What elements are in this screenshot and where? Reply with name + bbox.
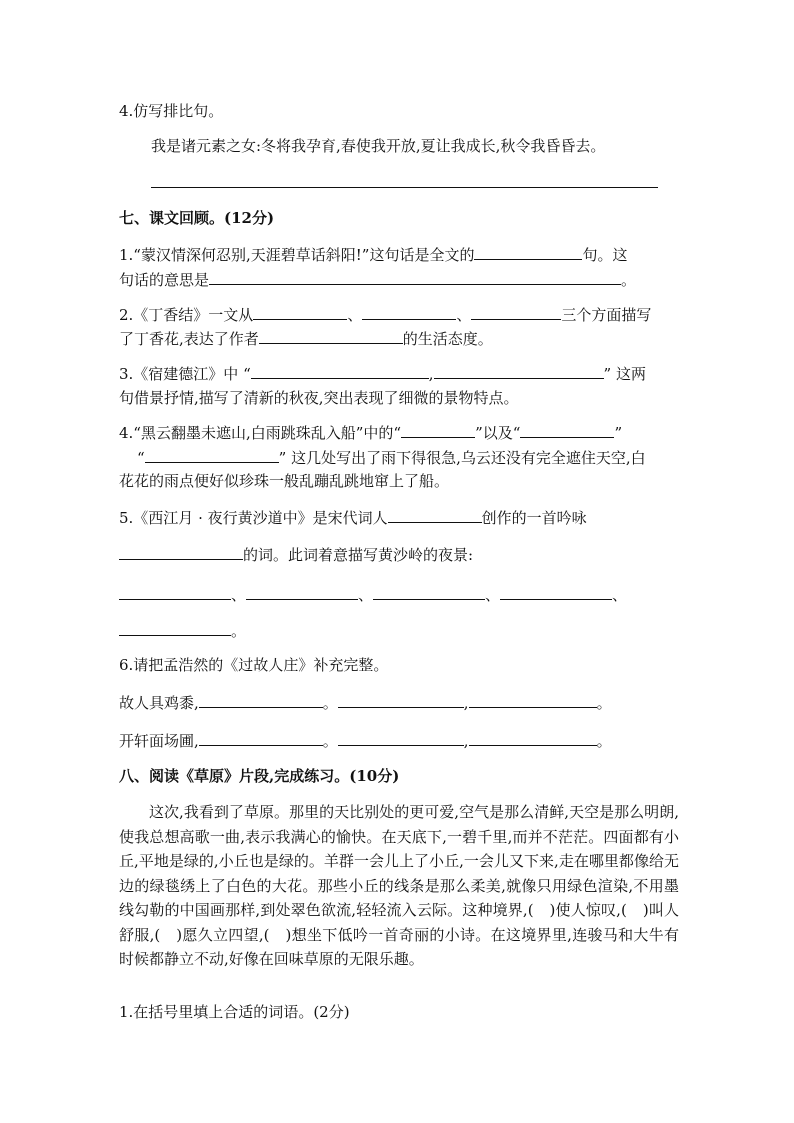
s7-i2-blank-1[interactable] [253,303,347,320]
s7-i6-dot-2: 。 [322,732,338,750]
s7-i5-sep-1: 、 [231,586,247,604]
s7-i4-text-a: 4.“黑云翻墨未遮山,白雨跳珠乱入船”中的“ [119,424,402,442]
s7-i5-sep-4: 、 [612,586,628,604]
s7-i5-blank-7[interactable] [119,619,231,636]
s7-i6-row2-label: 开轩面场圃, [119,732,199,750]
s7-i2-blank-3[interactable] [471,303,561,320]
section8-heading: 八、阅读《草原》片段,完成练习。(10分) [119,767,400,785]
s7-i4-text-e: ” 这几处写出了雨下得很急,乌云还没有完全遮住天空,白 [278,449,646,467]
s7-i4-text-d: “ [137,449,145,467]
s7-i5-text-b: 创作的一首吟咏 [481,509,587,527]
s7-i5-blank-2[interactable] [119,543,243,560]
s7-i2-blank-2[interactable] [362,303,456,320]
s7-i5-sep-2: 、 [358,586,374,604]
s7-i1-text-c: 句话的意思是 [119,271,210,289]
s7-item2-line1 [119,303,651,327]
s7-i2-text-c: 了丁香花,表达了作者 [119,330,259,348]
s7-i4-blank-2[interactable] [520,421,614,438]
s7-i6-end-1: 。 [596,694,612,712]
passage-text-1: 这次,我看到了草原。那里的天比别处的更可爱,空气是那么清鲜,天空是那么明朗,使我总想高歌一曲,表示我满心的愉快。在天底下,一碧千里,而并不茫茫。四面都有小丘,平地是绿的,小丘也是绿的。羊群一会儿上了小丘,一会儿又下来,走在哪里都像给无边的绿毯绣上了白色的大花。那些小丘的线条是那么柔美,就像只用绿色渲染,不用墨线勾勒的中国画那样,到处翠色欲流,轻轻流入云际。这种境界,( [119,803,679,919]
s7-i2-sep-1: 、 [347,306,363,324]
s7-i4-text-c: ” [614,424,623,442]
s7-item5-line3 [119,583,627,607]
s7-i2-text-b: 三个方面描写 [561,306,652,324]
s7-i1-blank-2[interactable] [209,268,621,285]
s7-item2-line2 [119,327,493,351]
s7-item6-row1 [119,691,612,715]
s7-i6-comma-1: , [463,694,469,712]
s7-i6-end-2: 。 [596,732,612,750]
s7-i5-sep-3: 、 [485,586,501,604]
s7-i2-text-a: 2.《丁香结》一文从 [119,306,254,324]
s7-i5-blank-6[interactable] [500,583,612,600]
s7-item1-line1 [119,243,627,267]
s7-i6-blank-6[interactable] [469,729,597,746]
s7-i3-text-b: ” 这两 [603,365,646,383]
s8-question1: 1.在括号里填上合适的词语。(2分) [119,1003,350,1021]
s7-i6-dot-1: 。 [322,694,338,712]
s7-i5-blank-4[interactable] [246,583,358,600]
s7-item1-line2 [119,268,636,292]
s7-i2-text-d: 的生活态度。 [402,330,493,348]
passage-text-5: )想坐下低吟一首奇丽的小诗。在这境界里,连骏马和大牛有时候都静立不动,好像在回味草原的无限乐趣。 [119,925,680,968]
s7-i6-blank-4[interactable] [199,729,323,746]
s7-item6-row2 [119,729,612,753]
s7-i3-blank-2[interactable] [434,362,604,379]
s7-i6-blank-5[interactable] [338,729,464,746]
s7-item5-line4 [119,619,246,643]
passage-text-3: )叫人舒服,( [119,901,679,944]
s7-i5-blank-5[interactable] [373,583,485,600]
reading-passage [119,800,679,972]
s7-item4-line2 [119,446,646,470]
passage-text-4: )愿久立四望,( [176,925,270,944]
s7-i5-blank-3[interactable] [119,583,231,600]
s7-i6-blank-3[interactable] [469,691,597,708]
s7-i1-text-a: 1.“蒙汉情深何忍别,天涯碧草话斜阳!”这句话是全文的 [119,246,475,264]
s7-item5-line1 [119,506,587,530]
s7-i3-text-a: 3.《宿建德江》中 “ [119,365,251,383]
s7-i6-blank-1[interactable] [199,691,323,708]
q4-answer-line[interactable] [151,187,658,188]
s7-item4-line1 [119,421,622,445]
s7-item3-line1 [119,362,646,386]
s7-i6-comma-2: , [463,732,469,750]
s7-i6-blank-2[interactable] [338,691,464,708]
s7-i1-blank-1[interactable] [474,243,582,260]
s7-i6-row1-label: 故人具鸡黍, [119,694,199,712]
s7-item6-title: 6.请把孟浩然的《过故人庄》补充完整。 [119,656,389,674]
s7-i2-sep-2: 、 [456,306,472,324]
s7-i4-blank-3[interactable] [145,446,279,463]
s7-i3-comma: , [428,365,434,383]
s7-i5-blank-1[interactable] [388,506,482,523]
s7-i2-blank-4[interactable] [259,327,403,344]
s7-item3-line2: 句借景抒情,描写了清新的秋夜,突出表现了细微的景物特点。 [119,389,519,407]
s7-i5-end: 。 [231,622,247,640]
s7-i4-blank-1[interactable] [401,421,475,438]
section7-heading: 七、课文回顾。(12分) [119,209,275,227]
s7-i4-text-b: ”以及“ [475,424,521,442]
s7-i3-blank-1[interactable] [251,362,429,379]
q4-sentence: 我是诸元素之女:冬将我孕育,春使我开放,夏让我成长,秋令我昏昏去。 [151,137,606,155]
s7-i5-text-a: 5.《西江月 · 夜行黄沙道中》是宋代词人 [119,509,388,527]
s7-item4-line3: 花花的雨点便好似珍珠一般乱蹦乱跳地窜上了船。 [119,472,450,490]
passage-text-2: )使人惊叹,( [549,901,627,919]
s7-item5-line2 [119,543,473,567]
q4-title: 4.仿写排比句。 [119,102,224,120]
s7-i1-text-d: 。 [621,271,637,289]
s7-i5-text-c: 的词。此词着意描写黄沙岭的夜景: [243,546,474,564]
s7-i1-text-b: 句。这 [582,246,628,264]
